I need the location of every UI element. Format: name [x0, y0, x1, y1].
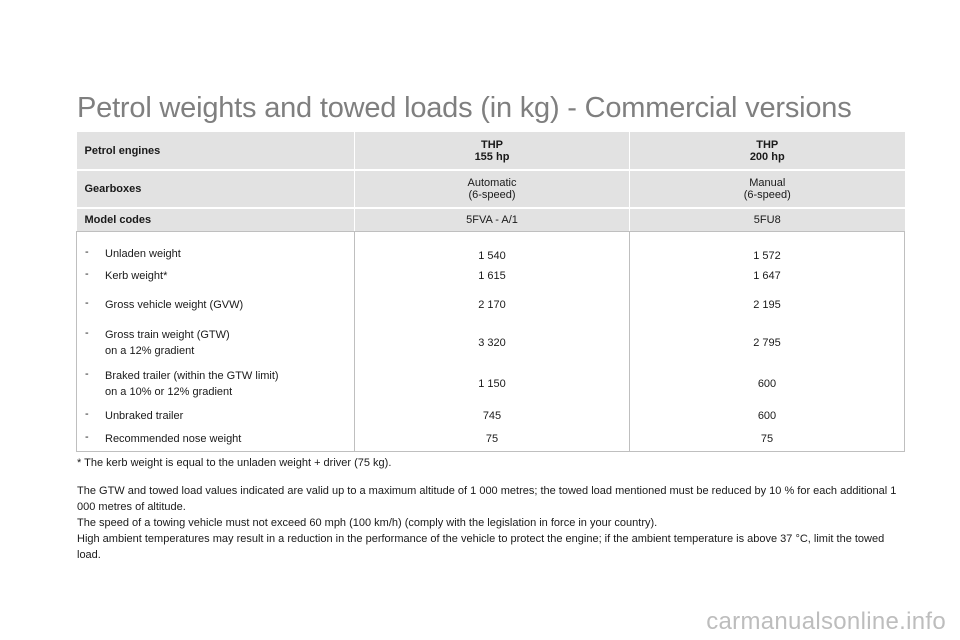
temperature-note: High ambient temperatures may result in a reduction in the performance of the vehicle to protect the engine; if the ambient temperature is above 37 °C, limit the towed load. — [77, 533, 885, 561]
row-value-2: 2 195 — [630, 288, 905, 322]
gearbox-2 — [630, 170, 905, 208]
row-value-2: 1 647 — [630, 264, 905, 288]
page-title: Petrol weights and towed loads (in kg) - Commercial versions — [77, 92, 852, 124]
row-value-1: 2 170 — [355, 288, 630, 322]
row-value-1: 1 540 — [355, 232, 630, 264]
row-dash: - — [85, 367, 89, 380]
model-code-2: 5FU8 — [630, 208, 905, 232]
row-value-1: 1 150 — [355, 364, 630, 404]
gearbox-2-type: Manual — [749, 177, 786, 189]
model-code-1: 5FVA - A/1 — [355, 208, 630, 232]
gearbox-2-speeds: (6-speed) — [743, 189, 791, 201]
gearbox-header-row — [77, 170, 905, 208]
kerb-weight-footnote: * The kerb weight is equal to the unladen weight + driver (75 kg). — [77, 457, 392, 469]
table-row — [77, 428, 905, 452]
row-value-1: 75 — [355, 428, 630, 452]
altitude-note: The GTW and towed load values indicated are valid up to a maximum altitude of 1 000 metres; the towed load mentioned must be reduced by 10 % for each additional 1 000 metres of altitude. — [77, 485, 897, 513]
row-dash: - — [85, 296, 89, 309]
row-value-2: 600 — [630, 404, 905, 428]
watermark: carmanualsonline.info — [706, 608, 946, 635]
table-row — [77, 322, 905, 364]
table-row — [77, 232, 905, 264]
gearbox-1 — [355, 170, 630, 208]
engine-1-power: 155 hp — [474, 150, 510, 163]
row-dash: - — [85, 431, 89, 444]
engine-2-name: THP — [756, 138, 779, 151]
row-label: Recommended nose weight — [105, 433, 242, 446]
row-value-2: 2 795 — [630, 322, 905, 364]
row-dash: - — [85, 326, 89, 339]
table-row — [77, 364, 905, 404]
engine-header-1 — [355, 132, 630, 170]
engine-header-row — [77, 132, 905, 170]
row-label: Gross vehicle weight (GVW) — [105, 298, 244, 311]
table-row — [77, 264, 905, 288]
row-dash: - — [85, 407, 89, 420]
gearbox-header-label: Gearboxes — [77, 170, 355, 208]
gearbox-1-type: Automatic — [467, 177, 517, 189]
row-label: Unladen weight — [105, 247, 181, 260]
speed-note: The speed of a towing vehicle must not exceed 60 mph (100 km/h) (comply with the legislation in force in your country). — [77, 517, 658, 529]
row-label-detail: on a 10% or 12% gradient — [105, 385, 233, 398]
row-value-1: 1 615 — [355, 264, 630, 288]
weights-table — [76, 132, 905, 452]
row-value-1: 3 320 — [355, 322, 630, 364]
engine-header-2 — [630, 132, 905, 170]
row-label: Gross train weight (GTW) — [105, 328, 230, 341]
model-header-label: Model codes — [77, 208, 355, 232]
engine-1-name: THP — [481, 138, 503, 151]
table-row — [77, 404, 905, 428]
row-label: Unbraked trailer — [105, 409, 184, 422]
gearbox-1-speeds: (6-speed) — [468, 189, 516, 201]
row-label: Kerb weight* — [105, 269, 168, 282]
row-value-1: 745 — [355, 404, 630, 428]
model-header-row — [77, 208, 905, 232]
engine-header-label: Petrol engines — [77, 132, 355, 170]
row-dash: - — [85, 245, 89, 258]
row-value-2: 1 572 — [630, 232, 905, 264]
row-label-detail: on a 12% gradient — [105, 344, 195, 357]
row-value-2: 75 — [630, 428, 905, 452]
table-row — [77, 288, 905, 322]
row-value-2: 600 — [630, 364, 905, 404]
row-label: Braked trailer (within the GTW limit) — [105, 369, 279, 382]
notes-section — [77, 455, 907, 563]
engine-2-power: 200 hp — [749, 150, 785, 163]
row-dash: - — [85, 267, 89, 280]
